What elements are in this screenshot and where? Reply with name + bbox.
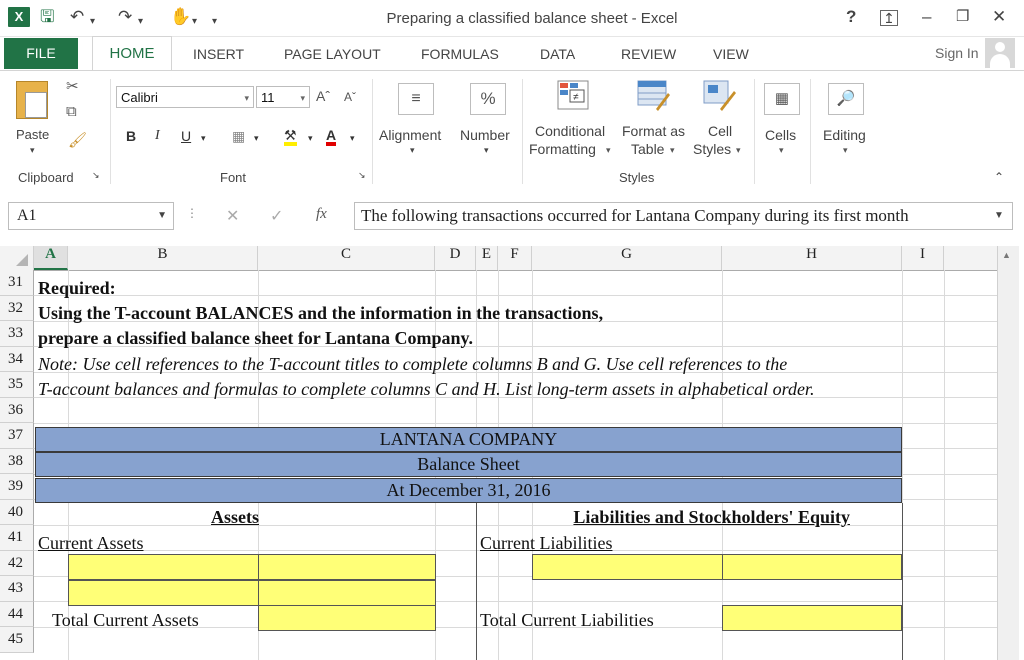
formula-bar	[0, 194, 1024, 240]
undo-icon[interactable]: ↶	[70, 7, 85, 26]
column-header-f[interactable]: F	[498, 246, 532, 270]
editing-button[interactable]: Editing	[823, 127, 866, 143]
font-name-dropdown-icon[interactable]: ▾	[244, 93, 249, 103]
row-header[interactable]: 41	[0, 525, 34, 551]
conditional-formatting-label-2[interactable]: Formatting	[529, 141, 596, 157]
column-header-b[interactable]: B	[68, 246, 258, 270]
select-all-corner[interactable]	[0, 246, 34, 270]
expand-formula-bar-icon[interactable]: ▼	[994, 210, 1004, 221]
formula-input[interactable]	[354, 202, 1013, 230]
fill-color-dropdown-icon[interactable]: ▾	[308, 133, 313, 143]
row-header[interactable]: 34	[0, 347, 34, 373]
cells-dropdown-icon[interactable]: ▾	[779, 145, 784, 155]
cell-styles-label-1[interactable]: Cell	[708, 123, 733, 139]
cells-button[interactable]: Cells	[765, 127, 797, 143]
formula-input-value: The following transactions occurred for Lantana Company during its first month	[361, 206, 909, 225]
number-dropdown-icon[interactable]: ▾	[484, 145, 489, 155]
enter-icon[interactable]: ✓	[270, 208, 284, 225]
ribbon-display-icon[interactable]: ↥	[880, 10, 898, 26]
editing-dropdown-icon[interactable]: ▾	[843, 145, 848, 155]
total-current-assets-input[interactable]	[258, 605, 436, 631]
total-current-liabilities-label: Total Current Liabilities	[480, 610, 654, 630]
font-size-value: 11	[261, 90, 275, 105]
restore-icon[interactable]: ❐	[956, 8, 970, 25]
row-header[interactable]: 39	[0, 474, 34, 500]
row-header[interactable]: 43	[0, 576, 34, 602]
scroll-up-icon[interactable]: ▲	[1002, 250, 1011, 260]
name-box-dropdown-icon[interactable]: ▼	[157, 210, 167, 221]
row-header[interactable]: 40	[0, 500, 34, 526]
number-button[interactable]: Number	[460, 127, 510, 143]
cell-styles-icon[interactable]	[702, 79, 736, 111]
row-header[interactable]: 44	[0, 602, 34, 628]
note-line-1: Note: Use cell references to the T-account titles to complete columns B and G. Use cell references to the	[38, 354, 788, 374]
instruction-line-2: prepare a classified balance sheet for Lantana Company.	[38, 328, 474, 348]
company-name-banner[interactable]: LANTANA COMPANY	[35, 427, 902, 452]
minimize-icon[interactable]: –	[922, 7, 932, 26]
alignment-icon[interactable]: ≡	[398, 83, 434, 115]
sign-in-link[interactable]: Sign In	[935, 45, 979, 61]
ribbon	[0, 70, 1024, 196]
row-header[interactable]: 42	[0, 551, 34, 577]
alignment-button[interactable]: Alignment	[379, 127, 442, 143]
total-current-assets-label: Total Current Assets	[52, 610, 199, 630]
insert-function-icon[interactable]: fx	[316, 206, 327, 222]
column-header-a[interactable]: A	[34, 246, 68, 270]
liabilities-equity-header: Liabilities and Stockholders' Equity	[573, 507, 850, 527]
tab-page-layout[interactable]: PAGE LAYOUT	[284, 46, 381, 62]
cancel-icon[interactable]: ✕	[226, 208, 240, 225]
font-name-value: Calibri	[121, 90, 158, 105]
column-header-g[interactable]: G	[532, 246, 722, 270]
touch-mode-icon[interactable]: ✋	[170, 7, 192, 26]
help-icon[interactable]: ?	[846, 7, 857, 26]
column-header-e[interactable]: E	[476, 246, 498, 270]
row-header[interactable]: 36	[0, 398, 34, 424]
cell-styles-label-2[interactable]: Styles	[693, 141, 732, 157]
row-header[interactable]: 35	[0, 372, 34, 398]
customize-qat-icon[interactable]: ▾	[212, 16, 218, 27]
redo-dropdown-icon[interactable]: ▾	[138, 16, 144, 27]
divider	[754, 79, 755, 184]
cells-icon[interactable]: ▦	[764, 83, 800, 115]
current-asset-amount-input[interactable]	[258, 554, 436, 580]
current-assets-label: Current Assets	[38, 533, 144, 553]
font-size-dropdown-icon[interactable]: ▾	[300, 93, 305, 103]
section-divider	[476, 503, 477, 660]
copy-icon[interactable]: ⧉	[66, 103, 77, 120]
clipboard-launcher-icon[interactable]: ↘	[92, 170, 100, 180]
column-headers	[0, 246, 1000, 271]
vertical-scrollbar[interactable]	[997, 246, 1019, 660]
current-asset-name-input[interactable]	[68, 580, 259, 606]
svg-text:≠: ≠	[573, 92, 579, 103]
touch-dropdown-icon[interactable]: ▾	[192, 16, 198, 27]
tab-review[interactable]: REVIEW	[621, 46, 677, 62]
underline-dropdown-icon[interactable]: ▾	[201, 133, 206, 143]
conditional-formatting-icon[interactable]	[556, 79, 590, 111]
format-painter-icon[interactable]: 🖌	[68, 132, 88, 149]
paste-dropdown-icon[interactable]: ▾	[30, 145, 35, 155]
current-asset-name-input[interactable]	[68, 554, 259, 580]
column-header-i[interactable]: I	[902, 246, 944, 270]
save-icon[interactable]: 🖫	[40, 7, 55, 26]
cell-styles-dropdown-icon[interactable]: ▾	[736, 145, 741, 155]
decrease-font-icon[interactable]: Aˇ	[344, 90, 356, 104]
column-header-h[interactable]: H	[722, 246, 902, 270]
undo-dropdown-icon[interactable]: ▾	[90, 16, 96, 27]
tab-view[interactable]: VIEW	[713, 46, 749, 62]
close-icon[interactable]: ✕	[992, 7, 1007, 26]
tab-formulas[interactable]: FORMULAS	[421, 46, 499, 62]
font-size-select[interactable]	[256, 86, 310, 108]
column-header-d[interactable]: D	[435, 246, 476, 270]
format-as-table-icon[interactable]	[636, 79, 670, 111]
paste-button[interactable]: Paste	[16, 127, 50, 142]
font-launcher-icon[interactable]: ↘	[358, 170, 366, 180]
conditional-formatting-label-1[interactable]: Conditional	[535, 123, 606, 139]
formula-bar-grip-icon: ⋮	[186, 206, 198, 220]
tab-insert[interactable]: INSERT	[193, 46, 245, 62]
alignment-dropdown-icon[interactable]: ▾	[410, 145, 415, 155]
divider	[810, 79, 811, 184]
total-current-liabilities-input[interactable]	[722, 605, 902, 631]
redo-icon[interactable]: ↷	[118, 7, 133, 26]
number-format-icon[interactable]: %	[470, 83, 506, 115]
statement-title-banner[interactable]: Balance Sheet	[35, 452, 902, 477]
row-header[interactable]: 37	[0, 423, 34, 449]
row-header[interactable]: 38	[0, 449, 34, 475]
borders-icon[interactable]: ▦	[232, 128, 246, 144]
row-header[interactable]: 33	[0, 321, 34, 347]
current-liabilities-label: Current Liabilities	[480, 533, 613, 553]
font-name-select[interactable]	[116, 86, 254, 108]
divider	[110, 79, 111, 184]
increase-font-icon[interactable]: Aˆ	[316, 88, 330, 104]
format-as-table-label-2[interactable]: Table	[631, 141, 665, 157]
row-header[interactable]: 31	[0, 270, 34, 296]
row-header[interactable]: 45	[0, 627, 34, 653]
collapse-ribbon-icon[interactable]: ⌃	[994, 170, 1005, 184]
format-as-table-dropdown-icon[interactable]: ▾	[670, 145, 675, 155]
name-box[interactable]	[8, 202, 174, 230]
bold-button[interactable]: B	[126, 128, 137, 144]
current-asset-amount-input[interactable]	[258, 580, 436, 606]
underline-button[interactable]: U	[181, 128, 192, 144]
clipboard-group-label: Clipboard	[18, 170, 74, 185]
conditional-formatting-dropdown-icon[interactable]: ▾	[606, 145, 611, 155]
paste-icon[interactable]	[16, 81, 48, 119]
instruction-line-1: Using the T-account BALANCES and the information in the transactions,	[38, 303, 604, 323]
font-color-dropdown-icon[interactable]: ▾	[350, 133, 355, 143]
tab-home[interactable]: HOME	[92, 36, 172, 71]
font-color-icon[interactable]: A	[326, 128, 336, 146]
format-as-table-label-1[interactable]: Format as	[622, 123, 686, 139]
styles-group-label: Styles	[619, 170, 655, 185]
italic-button[interactable]: I	[155, 128, 160, 143]
column-header-c[interactable]: C	[258, 246, 435, 270]
font-group-label: Font	[220, 170, 247, 185]
cut-icon[interactable]: ✂	[66, 78, 79, 95]
statement-date-banner[interactable]: At December 31, 2016	[35, 478, 902, 503]
title-bar	[0, 0, 1024, 37]
fill-color-icon[interactable]: ⚒	[284, 128, 297, 146]
borders-dropdown-icon[interactable]: ▾	[254, 133, 259, 143]
current-liability-amount-input[interactable]	[722, 554, 902, 580]
find-icon[interactable]: 🔎	[828, 83, 864, 115]
current-liability-name-input[interactable]	[532, 554, 723, 580]
assets-header: Assets	[211, 507, 259, 527]
ribbon-tabs	[0, 36, 1024, 70]
tab-file[interactable]: FILE	[4, 38, 78, 69]
required-heading: Required:	[38, 278, 116, 298]
excel-logo-icon: X	[8, 7, 30, 27]
right-border	[902, 503, 903, 660]
name-box-value: A1	[17, 207, 37, 224]
tab-data[interactable]: DATA	[540, 46, 576, 62]
window-title: Preparing a classified balance sheet - Excel	[386, 10, 678, 27]
note-line-2: T-account balances and formulas to complete columns C and H. List long-term assets in alphabetical order.	[38, 379, 815, 399]
avatar[interactable]	[985, 38, 1015, 68]
divider	[522, 79, 523, 184]
divider	[372, 79, 373, 184]
row-header[interactable]: 32	[0, 296, 34, 322]
